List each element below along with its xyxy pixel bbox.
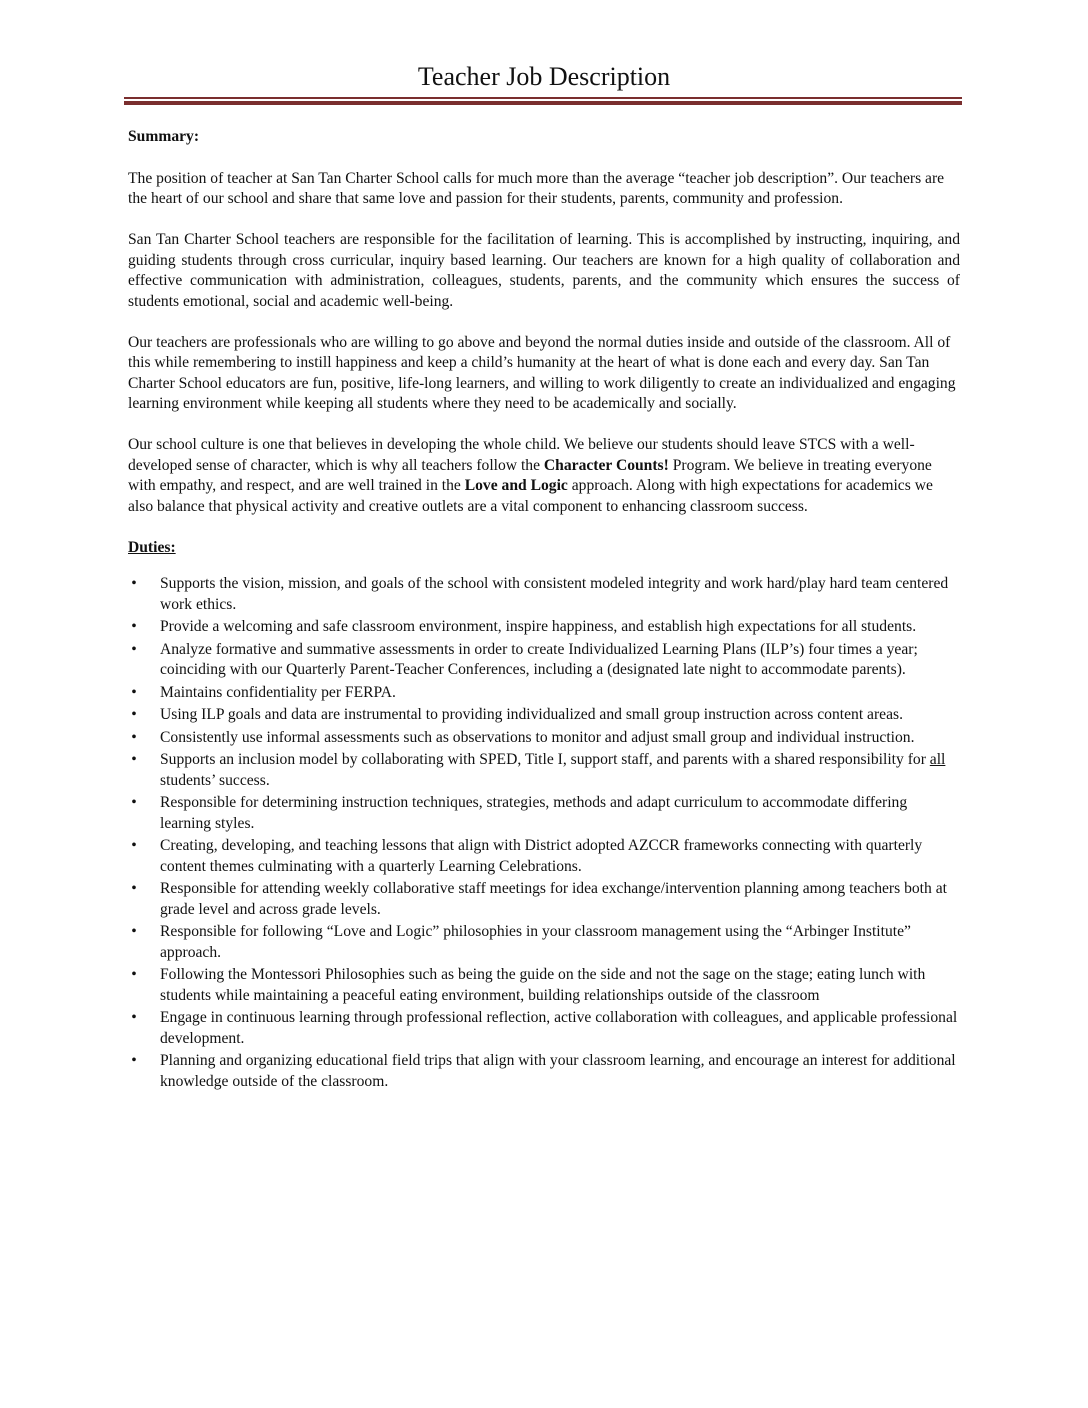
duty-item [128,683,960,704]
p4-text-a: Our school culture is one that believes in developing the whole child. We believe our students should leave STCS with a well-developed sense of character, which is why all teachers follow the [128,436,915,474]
duty-text: Responsible for determining instruction techniques, strategies, methods and adapt curriculum to accommodate differing learning styles. [160,794,908,832]
bullet-icon: • [131,575,137,592]
bullet-icon: • [131,837,137,854]
duty-item [128,1051,960,1092]
duty-text: Consistently use informal assessments such as observations to monitor and adjust small group and individual instruction. [160,728,915,746]
duty-item [128,836,960,877]
duty-item [128,728,960,749]
summary-paragraph-4 [128,435,960,517]
bullet-icon: • [131,1052,137,1069]
bullet-icon: • [131,923,137,940]
duty-text: Engage in continuous learning through professional reflection, active collaboration with colleagues, and applicable professional development. [160,1009,958,1047]
title-rule-thick [124,101,962,105]
duty-text: Analyze formative and summative assessments in order to create Individualized Learning Plans (ILP’s) four times a year; coinciding with our Quarterly Parent-Teacher Conferences, including a (designated late night to accommodate parents). [160,640,918,678]
duty-text: Using ILP goals and data are instrumental to providing individualized and small group instruction across content areas. [160,706,903,723]
bullet-icon: • [131,640,137,658]
duty-item [128,640,960,681]
duty-text-c: students’ success. [160,771,270,789]
summary-heading: Summary: [128,128,200,145]
duty-item [128,705,960,726]
document-body [128,127,960,1094]
duty-text: Responsible for attending weekly collaborative staff meetings for idea exchange/intervention planning among teachers both at grade level and across grade levels. [160,880,947,918]
duty-item [128,922,960,963]
duty-text: Responsible for following “Love and Logic” philosophies in your classroom management using the “Arbinger Institute” approach. [160,923,911,961]
summary-paragraph-3: Our teachers are professionals who are willing to go above and beyond the normal duties inside and outside of the classroom. All of this while remembering to instill happiness and keep a child’s humanity at the heart of what is done each and every day. San Tan Charter School educators are fun, positive, life-long learners, and willing to work diligently to create an individualized and engaging learning environment while keeping all students where they need to be academically and socially. [128,333,956,412]
duty-text: Supports the vision, mission, and goals of the school with consistent modeled integrity and work hard/play hard team centered work ethics. [160,575,949,613]
bullet-icon: • [131,728,137,746]
duty-item [128,879,960,920]
bullet-icon: • [131,683,137,701]
bullet-icon: • [131,751,137,768]
summary-paragraph-2: San Tan Charter School teachers are responsible for the facilitation of learning. This is accomplished by instructing, inquiring, and guiding students through cross curricular, inquiry based learning. Our teachers are known for a high quality of collaboration and effective communication with administration, colleagues, students, parents, and the community which ensures the success of students emotional, social and academic well-being. [128,231,960,310]
page-title: Teacher Job Description [417,62,671,91]
p4-text-e: approach. Along with high expectations for academics we also balance that physical activity and creative outlets are a vital component to enhancing classroom success. [128,477,933,515]
bullet-icon: • [131,706,137,723]
character-counts-text: Character Counts! [543,456,669,474]
duty-item [128,617,960,638]
duty-item [128,793,960,834]
bullet-icon: • [131,966,137,983]
duty-text-all-underlined: all [929,751,946,768]
duty-item [128,965,960,1006]
duty-text: Creating, developing, and teaching lessons that align with District adopted AZCCR frameworks connecting with quarterly content themes culminating with a quarterly Learning Celebrations. [160,837,923,875]
duty-text: Following the Montessori Philosophies such as being the guide on the side and not the sage on the stage; eating lunch with students while maintaining a peaceful eating environment, building relationships outside of the classroom [160,966,926,1004]
bullet-icon: • [131,1009,137,1026]
duty-item [128,750,960,791]
duty-text: Provide a welcoming and safe classroom environment, inspire happiness, and establish high expectations for all students. [160,618,917,635]
title-rule-thin [124,97,962,99]
duties-list [128,574,960,1092]
p4-text-c: Program. We believe in treating everyone with empathy, and respect, and are well trained in the [128,456,932,494]
bullet-icon: • [131,618,137,635]
duty-item [128,574,960,615]
duty-text: Maintains confidentiality per FERPA. [160,683,396,701]
duties-heading: Duties: [128,538,176,556]
bullet-icon: • [131,880,137,897]
duty-text-a: Supports an inclusion model by collaborating with SPED, Title I, support staff, and parents with a shared responsibility for [160,751,930,768]
love-and-logic-text: Love and Logic [464,477,568,494]
summary-paragraph-1: The position of teacher at San Tan Charter School calls for much more than the average “teacher job description”. Our teachers are the heart of our school and share that same love and passion for their students, parents, community and profession. [128,169,945,207]
duty-text: Planning and organizing educational field trips that align with your classroom learning, and encourage an interest for additional knowledge outside of the classroom. [160,1052,956,1090]
bullet-icon: • [131,794,137,811]
duty-item [128,1008,960,1049]
